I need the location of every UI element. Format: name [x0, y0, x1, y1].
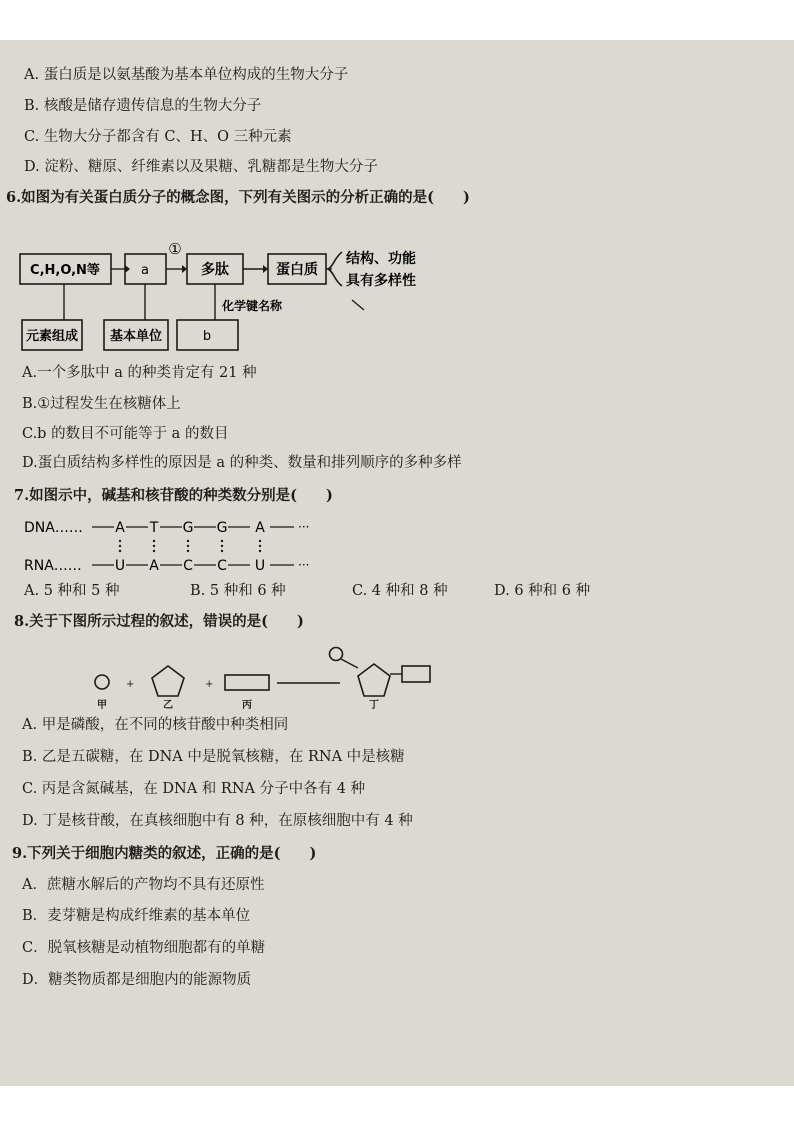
- rna-base: U: [254, 558, 266, 574]
- base-rectangle: [225, 675, 269, 690]
- q7-option-a: A. 5 种和 5 种: [24, 583, 120, 599]
- box-elements-text: C,H,O,N等: [30, 263, 100, 278]
- bond-name-label: 化学键名称: [222, 299, 283, 313]
- dna-base: G: [182, 520, 194, 536]
- box-b-text: b: [202, 329, 212, 344]
- svg-text:···: ···: [298, 520, 310, 534]
- q5-option-c: C. 生物大分子都含有 C、H、O 三种元素: [24, 129, 292, 145]
- nucleotide-pentose: [358, 664, 390, 696]
- q6-option-d: D.蛋白质结构多样性的原因是 a 的种类、数量和排列顺序的多种多样: [22, 455, 462, 471]
- dna-base: G: [216, 520, 228, 536]
- q8-option-c: C. 丙是含氮碱基，在 DNA 和 RNA 分子中各有 4 种: [22, 781, 366, 797]
- brace-line2: 具有多样性: [346, 273, 416, 289]
- q8-option-d: D. 丁是核苷酸，在真核细胞中有 8 种，在原核细胞中有 4 种: [22, 813, 413, 829]
- step-1-label: ①: [168, 240, 182, 258]
- label-ding: 丁: [369, 700, 379, 711]
- protein-concept-diagram: [0, 232, 460, 362]
- dna-rna-sequence-figure: [24, 514, 344, 574]
- brace-line1: 结构、功能: [346, 251, 416, 267]
- box-peptide-text: 多肽: [201, 262, 229, 278]
- q6-option-b: B.①过程发生在核糖体上: [22, 396, 181, 412]
- nucleotide-base: [402, 666, 430, 682]
- dna-base: T: [149, 520, 159, 536]
- q9-option-b: B．麦芽糖是构成纤维素的基本单位: [22, 908, 251, 924]
- q5-option-d: D. 淀粉、糖原、纤维素以及果糖、乳糖都是生物大分子: [24, 159, 378, 175]
- q7-stem: 7.如图示中，碱基和核苷酸的种类数分别是( ): [14, 487, 333, 504]
- q9-stem: 9.下列关于细胞内糖类的叙述，正确的是( ): [12, 845, 317, 862]
- q7-option-d: D. 6 种和 6 种: [494, 583, 591, 599]
- box-basic-unit-text: 基本单位: [109, 329, 163, 344]
- dna-base: A: [115, 520, 125, 536]
- label-yi: 乙: [163, 700, 173, 711]
- svg-text:+: +: [126, 679, 135, 690]
- nucleotide-formation-figure: [80, 640, 440, 711]
- q9-option-c: C．脱氧核糖是动植物细胞都有的单糖: [22, 940, 266, 956]
- rna-label: RNA……: [24, 558, 82, 574]
- q8-stem: 8.关于下图所示过程的叙述，错误的是( ): [14, 613, 304, 630]
- label-bing: 丙: [242, 700, 252, 711]
- q6-option-a: A.一个多肽中 a 的种类肯定有 21 种: [22, 365, 257, 381]
- q9-option-d: D．糖类物质都是细胞内的能源物质: [22, 972, 252, 988]
- q5-option-b: B. 核酸是储存遗传信息的生物大分子: [24, 98, 262, 114]
- label-jia: 甲: [97, 700, 107, 711]
- svg-text:···: ···: [298, 558, 310, 572]
- q8-option-b: B. 乙是五碳糖，在 DNA 中是脱氧核糖，在 RNA 中是核糖: [22, 749, 405, 765]
- q9-option-a: A．蔗糖水解后的产物均不具有还原性: [22, 877, 265, 893]
- q7-option-b: B. 5 种和 6 种: [190, 583, 286, 599]
- dna-label: DNA……: [24, 520, 83, 536]
- q5-option-a: A. 蛋白质是以氨基酸为基本单位构成的生物大分子: [24, 67, 349, 83]
- q6-option-c: C.b 的数目不可能等于 a 的数目: [22, 426, 229, 442]
- rna-base: C: [183, 558, 193, 574]
- rna-base: U: [114, 558, 126, 574]
- q8-option-a: A. 甲是磷酸，在不同的核苷酸中种类相同: [22, 717, 289, 733]
- phosphate-circle: [95, 675, 109, 689]
- pentose-pentagon: [152, 666, 184, 696]
- svg-text:+: +: [205, 679, 214, 690]
- rna-base: C: [217, 558, 227, 574]
- q7-option-c: C. 4 种和 8 种: [352, 583, 448, 599]
- box-element-composition-text: 元素组成: [25, 329, 79, 344]
- box-a-text: a: [141, 263, 149, 278]
- q6-stem: 6.如图为有关蛋白质分子的概念图，下列有关图示的分析正确的是( ): [6, 189, 470, 206]
- box-protein-text: 蛋白质: [276, 262, 318, 278]
- dna-base: A: [255, 520, 265, 536]
- rna-base: A: [149, 558, 159, 574]
- nucleotide-phosphate: [330, 648, 343, 661]
